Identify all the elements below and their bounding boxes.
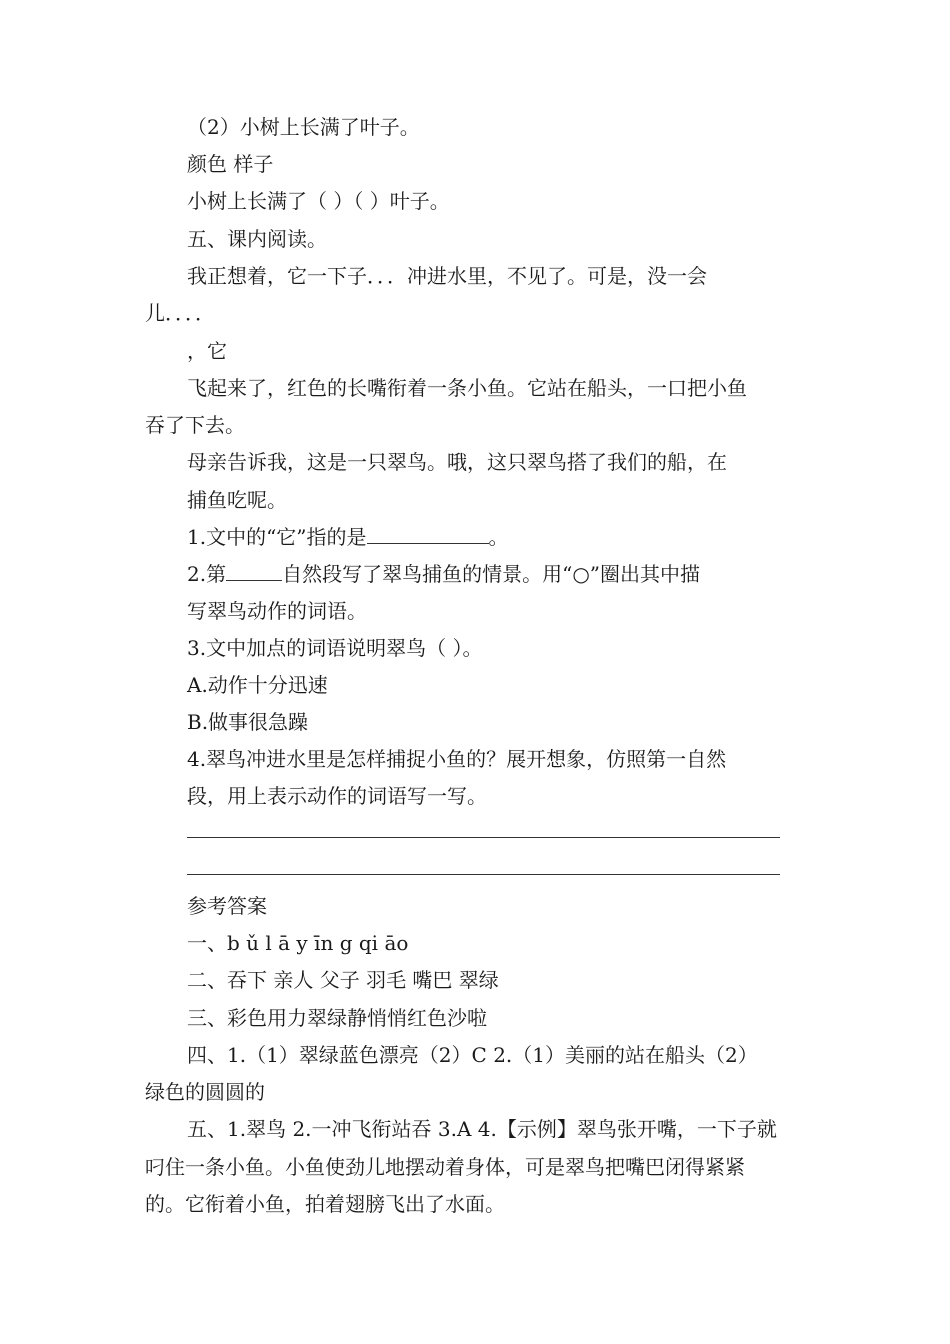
answer-line: 一、b ǔ l ā y īn g qi āo [187, 931, 409, 955]
text-line: （2）小树上长满了叶子。 [187, 115, 420, 139]
passage-line: 吞了下去。 [145, 413, 245, 437]
answer-blank[interactable] [367, 525, 489, 544]
answer-line: 的。它衔着小鱼，拍着翅膀飞出了水面。 [145, 1192, 505, 1216]
answers-heading: 参考答案 [187, 894, 267, 918]
answer-blank[interactable] [226, 562, 282, 581]
text-line: 颜色 样子 [187, 152, 274, 176]
section-heading: 五、课内阅读。 [187, 227, 327, 251]
question-text: 2.第 [187, 562, 227, 586]
writing-line[interactable] [187, 837, 780, 838]
answer-line: 二、吞下 亲人 父子 羽毛 嘴巴 翠绿 [187, 968, 499, 992]
text-line: 写翠鸟动作的词语。 [187, 599, 367, 623]
answer-line: 四、1.（1）翠绿蓝色漂亮（2）C 2.（1）美丽的站在船头（2） [187, 1043, 758, 1067]
passage-line: 飞起来了，红色的长嘴衔着一条小鱼。它站在船头，一口把小鱼 [187, 376, 747, 400]
text-line: 小树上长满了（ ）（ ）叶子。 [187, 189, 450, 213]
answer-line: 三、彩色用力翠绿静悄悄红色沙啦 [187, 1006, 487, 1030]
passage-line: 捕鱼吃呢。 [187, 488, 287, 512]
question-2 [187, 561, 700, 587]
question-text: 。 [488, 525, 509, 549]
question-4: 4.翠鸟冲进水里是怎样捕捉小鱼的？展开想象，仿照第一自然 [187, 747, 727, 771]
writing-line[interactable] [187, 874, 780, 875]
option-a: A.动作十分迅速 [187, 673, 328, 697]
option-b: B.做事很急躁 [187, 710, 309, 734]
passage-line: 我正想着，它一下子．．．冲进水里，不见了。可是，没一会 [187, 264, 707, 288]
answer-line: 叼住一条小鱼。小鱼使劲儿地摆动着身体，可是翠鸟把嘴巴闭得紧紧 [145, 1155, 745, 1179]
question-3: 3.文中加点的词语说明翠鸟（ ）。 [187, 636, 483, 660]
question-text: 1.文中的“它”指的是 [187, 525, 367, 549]
passage-line: ，它 [187, 339, 227, 363]
text-line: 段，用上表示动作的词语写一写。 [187, 784, 487, 808]
answer-line: 绿色的圆圆的 [145, 1080, 265, 1104]
passage-line: 母亲告诉我，这是一只翠鸟。哦，这只翠鸟搭了我们的船，在 [187, 450, 727, 474]
answer-line: 五、1.翠鸟 2.一冲飞衔站吞 3.A 4.【示例】翠鸟张开嘴，一下子就 [187, 1117, 777, 1141]
question-1 [187, 524, 509, 550]
question-text: 自然段写了翠鸟捕鱼的情景。用“○”圈出其中描 [282, 562, 700, 586]
passage-line: 儿．．．． [145, 301, 215, 325]
